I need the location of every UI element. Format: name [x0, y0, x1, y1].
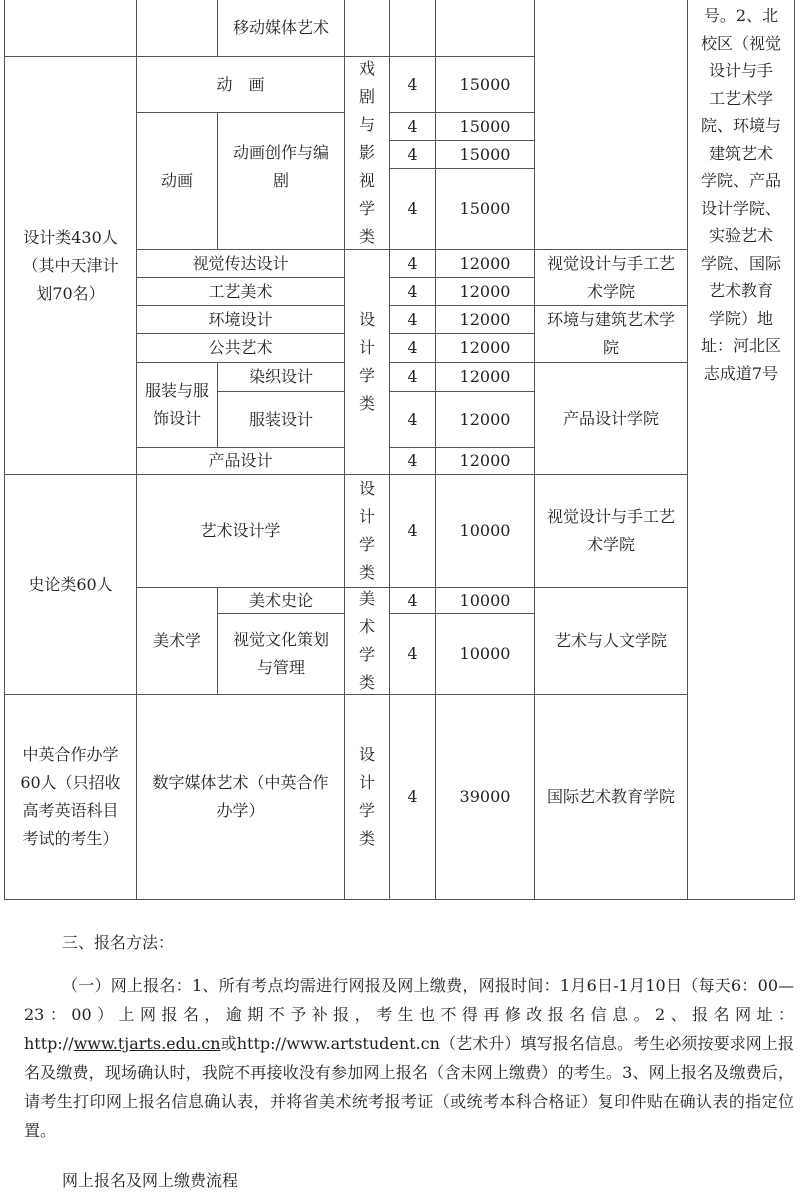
table-cell	[344, 0, 390, 57]
category-cell	[4, 56, 137, 475]
paragraph-text: 或http://www.artstudent.cn（艺术升）填写报名信息。考生必须按要求网上报名及缴费，现场确认时，我院不再接收没有参加网上报名（含未网上缴费）的考生。3、网上报名及缴费后，请考生打印网上报名信息确认表，并将省美术统考报考证（或统考本科合格证）复印件贴在确认表的指定位置。	[24, 1034, 794, 1140]
table-cell	[435, 0, 535, 57]
school-name: 国际艺术教育学院	[547, 787, 676, 806]
fee: 12000	[459, 367, 511, 386]
years: 4	[407, 199, 418, 218]
major-name: 染织设计	[248, 367, 313, 386]
category-name: 中英合作办学 60人（只招收高考英语科目考试的考生）	[20, 745, 121, 848]
major-cell	[136, 56, 345, 113]
major-cell	[217, 362, 345, 392]
discipline-char: 剧	[358, 87, 375, 106]
discipline-char: 戏	[358, 59, 375, 78]
fee-cell	[435, 391, 535, 448]
fee-cell	[435, 694, 535, 900]
major-name: 公共艺术	[208, 338, 273, 357]
years: 4	[407, 590, 418, 610]
fee: 12000	[459, 281, 511, 301]
major-name: 工艺美术	[208, 281, 273, 301]
address-line: 址：河北区	[700, 336, 781, 355]
major-cell	[217, 391, 345, 448]
fee: 10000	[459, 590, 511, 610]
major-name: 移动媒体艺术	[232, 17, 329, 37]
table-cell	[136, 0, 218, 57]
school-cell	[534, 249, 688, 306]
registration-paragraph	[24, 971, 794, 1145]
fee-cell	[435, 277, 535, 306]
address-line: 设计学院、	[700, 198, 781, 218]
fee: 39000	[459, 787, 511, 806]
fee-cell	[435, 112, 535, 141]
fee-cell	[435, 447, 535, 475]
years-cell	[389, 694, 436, 900]
discipline-cell	[344, 249, 390, 475]
school-name: 视觉设计与手工艺术学院	[546, 507, 675, 554]
fee: 15000	[459, 199, 511, 218]
years-cell	[389, 112, 436, 141]
school-website-link[interactable]: www.tjarts.edu.cn	[73, 1034, 221, 1053]
years: 4	[407, 644, 418, 663]
major-group: 美术学	[152, 631, 201, 650]
years: 4	[407, 367, 418, 386]
years-cell	[389, 140, 436, 169]
discipline-char: 类	[358, 673, 375, 692]
fee-cell	[435, 613, 535, 695]
major-cell	[136, 277, 345, 306]
discipline-char: 美	[358, 589, 375, 608]
fee-cell	[435, 587, 535, 614]
years-cell	[389, 362, 436, 392]
discipline-cell	[344, 474, 390, 588]
major-cell	[217, 112, 345, 250]
years-cell	[389, 447, 436, 475]
major-group: 动画	[160, 171, 193, 190]
fee: 10000	[459, 521, 511, 540]
address-line: 学院）地	[708, 308, 773, 328]
major-cell	[136, 447, 345, 475]
discipline-char: 学	[358, 801, 375, 820]
years-cell	[389, 613, 436, 695]
years-cell	[389, 391, 436, 448]
discipline-char: 类	[358, 829, 375, 848]
school-name: 视觉设计与手工艺术学院	[546, 253, 675, 301]
years: 4	[407, 451, 418, 470]
category-name: 设计类430人（其中天津计划70名）	[22, 227, 119, 303]
paragraph-text: （一）网上报名：1、所有考点均需进行网报及网上缴费，网报时间：1月6日-1月10日（每天6：00—23：00）上网报名，逾期不予补报，考生也不得再修改报名信息。2、报名网址：http://	[24, 976, 794, 1053]
discipline-cell	[344, 56, 390, 250]
discipline-cell	[344, 694, 390, 900]
fee: 10000	[459, 644, 511, 663]
discipline-char: 类	[358, 227, 375, 246]
major-name: 环境设计	[208, 309, 273, 329]
major-name: 美术史论	[248, 590, 313, 610]
fee-cell	[435, 249, 535, 278]
major-cell	[136, 694, 345, 900]
years-cell	[389, 249, 436, 278]
address-line: 建筑艺术	[708, 143, 773, 163]
years: 4	[407, 144, 418, 164]
address-line: 艺术教育	[708, 281, 773, 300]
address-line: 号。2、北	[703, 6, 779, 25]
years-cell	[389, 277, 436, 306]
fee: 15000	[459, 144, 511, 164]
years: 4	[407, 74, 418, 94]
address-line: 院、环境与	[700, 116, 781, 135]
years-cell	[389, 474, 436, 588]
fee-cell	[435, 140, 535, 169]
table-cell	[389, 0, 436, 57]
major-group-cell	[136, 112, 218, 250]
discipline-char: 计	[358, 773, 375, 792]
fee: 12000	[459, 451, 511, 470]
major-cell	[136, 305, 345, 334]
major-name: 数字媒体艺术（中英合作办学）	[152, 773, 329, 820]
table-cell	[4, 0, 137, 57]
major-cell	[136, 333, 345, 363]
section-title: 三、报名方法：	[62, 933, 175, 952]
years: 4	[407, 309, 418, 329]
table-cell	[534, 0, 688, 250]
fee-cell	[435, 474, 535, 588]
major-cell	[217, 587, 345, 614]
address-line: 志成道7号	[703, 363, 779, 383]
fee: 15000	[459, 74, 511, 94]
address-line: 设计与手	[708, 61, 773, 80]
category-name: 史论类60人	[28, 574, 113, 594]
discipline-char: 设	[358, 310, 375, 329]
fee: 15000	[459, 116, 511, 136]
major-name: 视觉文化策划与管理	[232, 630, 329, 677]
major-cell	[217, 0, 345, 57]
category-cell	[4, 694, 137, 900]
discipline-char: 视	[358, 171, 375, 190]
school-name: 环境与建筑艺术学院	[546, 310, 675, 357]
fee-cell	[435, 305, 535, 334]
flow-title: 网上报名及网上缴费流程	[62, 1171, 239, 1190]
address-line: 工艺术学	[708, 88, 773, 108]
years: 4	[407, 338, 418, 357]
major-name: 产品设计	[208, 451, 273, 470]
address-line: 实验艺术	[708, 226, 773, 245]
discipline-char: 学	[358, 645, 375, 664]
years: 4	[407, 787, 418, 806]
discipline-char: 学	[358, 535, 375, 554]
years-cell	[389, 168, 436, 250]
years: 4	[407, 521, 418, 540]
major-name: 动 画	[216, 74, 265, 94]
school-name: 产品设计学院	[562, 408, 659, 428]
school-cell	[534, 694, 688, 900]
school-cell	[534, 305, 688, 363]
school-cell	[534, 362, 688, 475]
school-cell	[534, 474, 688, 588]
years: 4	[407, 281, 418, 301]
discipline-char: 学	[358, 199, 375, 218]
discipline-char: 类	[358, 394, 375, 413]
fee: 12000	[459, 309, 511, 329]
discipline-char: 影	[358, 143, 375, 162]
address-line: 学院、国际	[700, 253, 781, 273]
discipline-char: 计	[358, 338, 375, 357]
years: 4	[407, 409, 418, 429]
discipline-char: 学	[358, 366, 375, 385]
fee-cell	[435, 56, 535, 113]
discipline-char: 设	[358, 745, 375, 764]
major-cell	[136, 474, 345, 588]
discipline-char: 设	[358, 479, 375, 498]
discipline-cell	[344, 587, 390, 695]
years-cell	[389, 305, 436, 334]
years-cell	[389, 56, 436, 113]
major-cell	[217, 613, 345, 695]
years-cell	[389, 587, 436, 614]
school-name: 艺术与人文学院	[554, 631, 667, 650]
fee-cell	[435, 362, 535, 392]
school-cell	[534, 587, 688, 695]
major-group: 服装与服饰设计	[144, 381, 209, 428]
major-name: 动画创作与编剧	[232, 143, 329, 190]
discipline-char: 术	[358, 617, 375, 636]
fee: 12000	[459, 409, 511, 429]
fee: 12000	[459, 253, 511, 273]
discipline-char: 计	[358, 507, 375, 526]
fee-cell	[435, 333, 535, 363]
address-cell	[687, 0, 795, 900]
major-cell	[136, 249, 345, 278]
major-group-cell	[136, 362, 218, 448]
address-line: 学院、产品	[700, 171, 781, 190]
years-cell	[389, 333, 436, 363]
major-name: 艺术设计学	[200, 521, 281, 540]
major-group-cell	[136, 587, 218, 695]
discipline-char: 与	[358, 115, 375, 134]
years: 4	[407, 116, 418, 136]
major-name: 视觉传达设计	[192, 253, 289, 273]
fee: 12000	[459, 338, 511, 357]
discipline-char: 类	[358, 563, 375, 582]
address-line: 校区（视觉	[700, 33, 781, 53]
category-cell	[4, 474, 137, 695]
major-name: 服装设计	[248, 409, 313, 429]
years: 4	[407, 253, 418, 273]
fee-cell	[435, 168, 535, 250]
